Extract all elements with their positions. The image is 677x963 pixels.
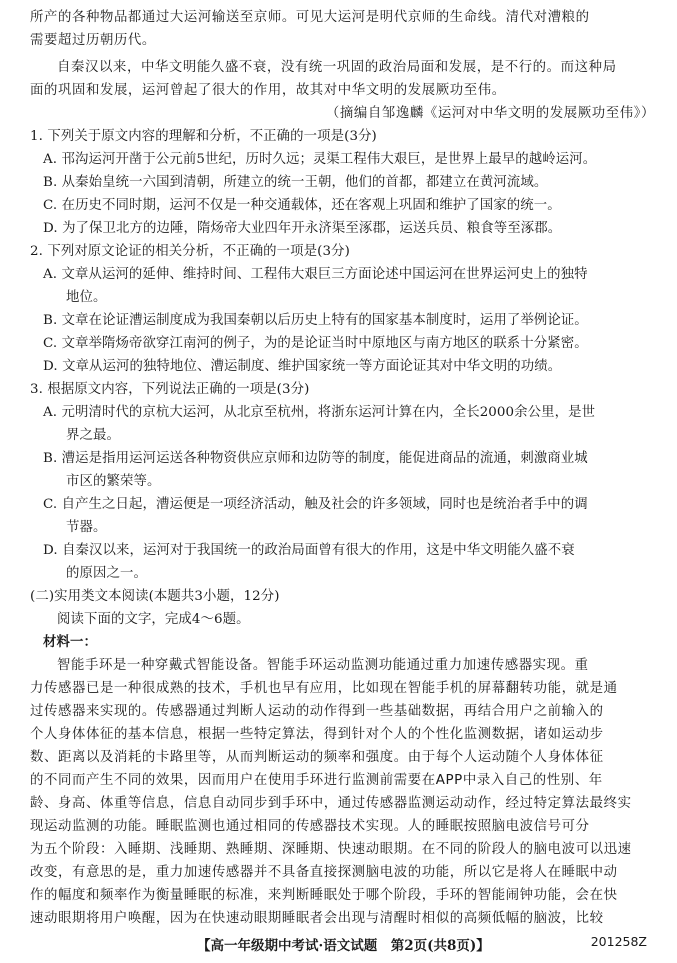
text-line: 面的巩固和发展，运河曾起了很大的作用，故其对中华文明的发展厥功至伟。: [30, 83, 506, 98]
text-line: 需要超过历朝历代。: [30, 33, 156, 48]
question-3: 3. 根据原文内容，下列说法正确的一项是(3分): [30, 382, 310, 397]
text-line: 智能手环是一种穿戴式智能设备。智能手环运动监测功能通过重力加速传感器实现。重: [57, 658, 589, 673]
text-line: 改变，有意思的是，重力加速传感器并不具备直接探测脑电波的功能，所以它是将人在睡眠中动: [30, 865, 618, 880]
option-a: A. 文章从运河的延伸、维持时间、工程伟大艰巨三方面论述中国运河在世界运河史上的独特: [43, 267, 588, 282]
option-a: A. 邗沟运河开凿于公元前5世纪，历时久远；灵渠工程伟大艰巨，是世界上最早的越岭运河。: [43, 152, 597, 167]
option-continuation: 节器。: [66, 520, 107, 535]
text-line: 过传感器来实现的。传感器通过判断人运动的动作得到一些基础数据，再结合用户之前输入的: [30, 704, 604, 719]
option-continuation: 地位。: [66, 290, 107, 305]
option-d: D. 自秦汉以来，运河对于我国统一的政治局面曾有很大的作用，这是中华文明能久盛不衰: [43, 543, 575, 558]
option-d: D. 为了保卫北方的边陲，隋炀帝大业四年开永济渠至涿郡，运送兵员、粮食等至涿郡。: [43, 221, 562, 236]
text-line: 速动眼期将用户唤醒，因为在快速动眼期睡眠者会出现与清醒时相似的高频低幅的脑波，比较: [30, 911, 604, 926]
text-line: 力传感器已是一种很成熟的技术，手机也早有应用，比如现在智能手机的屏幕翻转功能，就是通: [30, 681, 618, 696]
text-line: 现运动监测的功能。睡眠监测也通过相同的传感器技术实现。人的睡眠按照脑电波信号可分: [30, 819, 590, 834]
option-a: A. 元明清时代的京杭大运河，从北京至杭州，将浙东运河计算在内，全长2000余公里，是世: [43, 405, 596, 420]
option-c: C. 文章举隋炀帝欲穿江南河的例子，为的是论证当时中原地区与南方地区的联系十分紧密。: [43, 336, 588, 351]
footer-code: 201258Z: [590, 934, 647, 949]
question-2: 2. 下列对原文论证的相关分析，不正确的一项是(3分): [30, 244, 350, 259]
option-b: B. 文章在论证漕运制度成为我国秦朝以后历史上特有的国家基本制度时，运用了举例论证。: [43, 313, 588, 328]
text-line: 的不同而产生不同的效果，因而用户在使用手环进行监测前需要在APP中录入自己的性别、年: [30, 773, 603, 788]
option-b: B. 从秦始皇统一六国到清朝，所建立的统一王朝，他们的首都，都建立在黄河流域。: [43, 175, 548, 190]
text-line: 作的幅度和频率作为衡量睡眠的标准，来判断睡眠处于哪个阶段，手环的智能闹钟功能，会在快: [30, 888, 618, 903]
text-line: 所产的各种物品都通过大运河输送至京师。可见大运河是明代京师的生命线。清代对漕粮的: [30, 10, 590, 25]
option-c: C. 在历史不同时期，运河不仅是一种交通载体，还在客观上巩固和维护了国家的统一。: [43, 198, 561, 213]
option-d: D. 文章从运河的独特地位、漕运制度、维护国家统一等方面论证其对中华文明的功绩。: [43, 359, 562, 374]
option-b: B. 漕运是指用运河运送各种物资供应京师和边防等的制度，能促进商品的流通，刺激商业城: [43, 451, 588, 466]
material-label: 材料一：: [43, 634, 97, 650]
text-line: 为五个阶段：入睡期、浅睡期、熟睡期、深睡期、快速动眼期。在不同的阶段人的脑电波可以迅速: [30, 842, 632, 857]
text-line: 个人身体体征的基本信息，根据一些特定算法，得到针对个人的个性化监测数据，诸如运动步: [30, 727, 604, 742]
question-1: 1. 下列关于原文内容的理解和分析，不正确的一项是(3分): [30, 129, 377, 144]
option-continuation: 界之最。: [66, 428, 120, 443]
option-continuation: 的原因之一。: [66, 566, 147, 581]
text-line: 自秦汉以来，中华文明能久盛不衰，没有统一巩固的政治局面和发展，是不行的。而这种局: [57, 60, 617, 75]
footer-title: 【高一年级期中考试·语文试题 第2页(共8页)】: [197, 938, 490, 954]
text-line: 数、距离以及消耗的卡路里等，从而判断运动的频率和强度。由于每个人运动随个人身体体征: [30, 750, 604, 765]
text-line: 龄、身高、体重等信息，信息自动同步到手环中，通过传感器监测运动动作，经过特定算法最终实: [30, 796, 632, 811]
source-citation: （摘编自邹逸麟《运河对中华文明的发展厥功至伟》）: [325, 106, 655, 121]
option-continuation: 市区的繁荣等。: [66, 474, 161, 489]
option-c: C. 自产生之日起，漕运便是一项经济活动，触及社会的许多领域，同时也是统治者手中的调: [43, 497, 588, 512]
instruction: 阅读下面的文字，完成4～6题。: [57, 612, 250, 627]
section-heading: (二)实用类文本阅读(本题共3小题，12分): [30, 589, 280, 604]
